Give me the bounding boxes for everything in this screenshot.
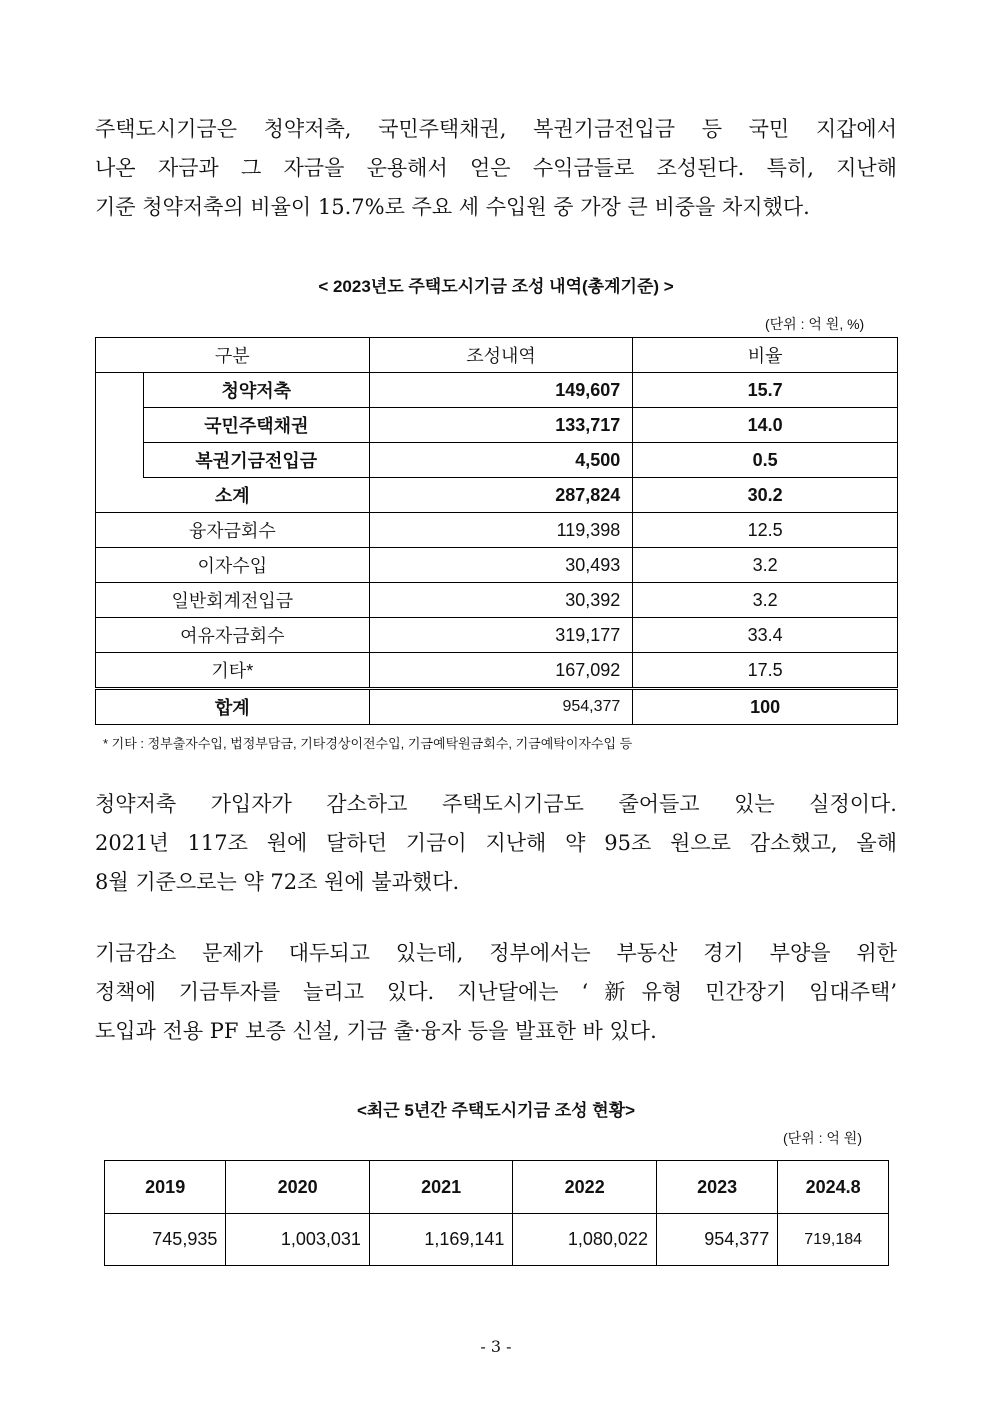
year-cell: 2024.8 [778,1161,889,1214]
table-row [96,443,898,478]
total-row [96,689,898,725]
page-number: - 3 - [480,1337,512,1356]
row-ratio: 15.7 [633,373,898,408]
year-cell: 2021 [369,1161,513,1214]
total-amount: 954,377 [369,689,633,725]
total-ratio: 100 [633,689,898,725]
subtotal-row [96,478,898,513]
row-label: 일반회계전입금 [96,583,370,618]
row-label: 복권기금전입금 [143,443,369,478]
paragraph-2 [95,785,897,902]
table-row [96,373,898,408]
year-cell: 2022 [513,1161,657,1214]
value-cell: 719,184 [778,1214,889,1266]
value-cell: 1,003,031 [226,1214,370,1266]
row-amount: 167,092 [369,653,633,689]
row-label: 국민주택채권 [143,408,369,443]
paragraph-line: 8월 기준으로는 약 72조 원에 불과했다. [95,870,460,894]
paragraph-line: 기준 청약저축의 비율이 15.7%로 주요 세 수입원 중 가장 큰 비중을 차지했다. [95,195,810,219]
table-row [96,513,898,548]
value-cell: 745,935 [105,1214,226,1266]
table-row [105,1214,889,1266]
paragraph-line: 도입과 전용 PF 보증 신설, 기금 출·융자 등을 발표한 바 있다. [95,1019,657,1043]
paragraph-line: 2021년 117조 원에 달하던 기금이 지난해 약 95조 원으로 감소했고, 올해 [95,831,897,855]
header-ratio: 비율 [633,338,898,373]
fund-composition-table [95,337,898,725]
table1-footnote: * 기타 : 정부출자수입, 법정부담금, 기타경상이전수입, 기금예탁원금회수, 기금예탁이자수입 등 [103,736,633,751]
row-amount: 133,717 [369,408,633,443]
row-label: 여유자금회수 [96,618,370,653]
paragraph-line: 주택도시기금은 청약저축, 국민주택채권, 복권기금전입금 등 국민 지갑에서 [95,117,897,141]
row-ratio: 0.5 [633,443,898,478]
row-amount: 30,493 [369,548,633,583]
row-ratio: 12.5 [633,513,898,548]
row-ratio: 14.0 [633,408,898,443]
year-cell: 2019 [105,1161,226,1214]
subtotal-amount: 287,824 [369,478,633,513]
table2-caption: <최근 5년간 주택도시기금 조성 현황> [356,1101,636,1120]
paragraph-1 [95,110,897,227]
paragraph-3 [95,934,897,1051]
row-ratio: 3.2 [633,583,898,618]
indent-cell [96,373,144,478]
row-ratio: 3.2 [633,548,898,583]
table-row [96,653,898,689]
subtotal-label: 소계 [96,478,370,513]
paragraph-line: 기금감소 문제가 대두되고 있는데, 정부에서는 부동산 경기 부양을 위한 [95,941,897,965]
row-ratio: 33.4 [633,618,898,653]
row-label: 융자금회수 [96,513,370,548]
table-row [96,583,898,618]
table-row [96,548,898,583]
table-row [96,408,898,443]
row-label: 이자수입 [96,548,370,583]
row-amount: 319,177 [369,618,633,653]
paragraph-line: 정책에 기금투자를 늘리고 있다. 지난달에는 ‘新유형 민간장기 임대주택’ [95,980,897,1004]
paragraph-line: 나온 자금과 그 자금을 운용해서 얻은 수익금들로 조성된다. 특히, 지난해 [95,156,897,180]
row-amount: 149,607 [369,373,633,408]
value-cell: 954,377 [656,1214,777,1266]
table-header-row [105,1161,889,1214]
year-cell: 2020 [226,1161,370,1214]
row-label: 기타* [96,653,370,689]
value-cell: 1,080,022 [513,1214,657,1266]
row-amount: 4,500 [369,443,633,478]
year-cell: 2023 [656,1161,777,1214]
paragraph-line: 청약저축 가입자가 감소하고 주택도시기금도 줄어들고 있는 실정이다. [95,792,897,816]
subtotal-ratio: 30.2 [633,478,898,513]
table2-unit: (단위 : 억 원) [783,1130,862,1146]
row-ratio: 17.5 [633,653,898,689]
table-row [96,618,898,653]
table1-caption: < 2023년도 주택도시기금 조성 내역(총계기준) > [318,277,674,296]
row-label: 청약저축 [143,373,369,408]
table1-unit: (단위 : 억 원, %) [765,316,865,332]
header-amount: 조성내역 [369,338,633,373]
table-header-row [96,338,898,373]
total-label: 합계 [96,689,370,725]
header-category: 구분 [96,338,370,373]
row-amount: 30,392 [369,583,633,618]
row-amount: 119,398 [369,513,633,548]
value-cell: 1,169,141 [369,1214,513,1266]
five-year-fund-table [104,1160,889,1266]
